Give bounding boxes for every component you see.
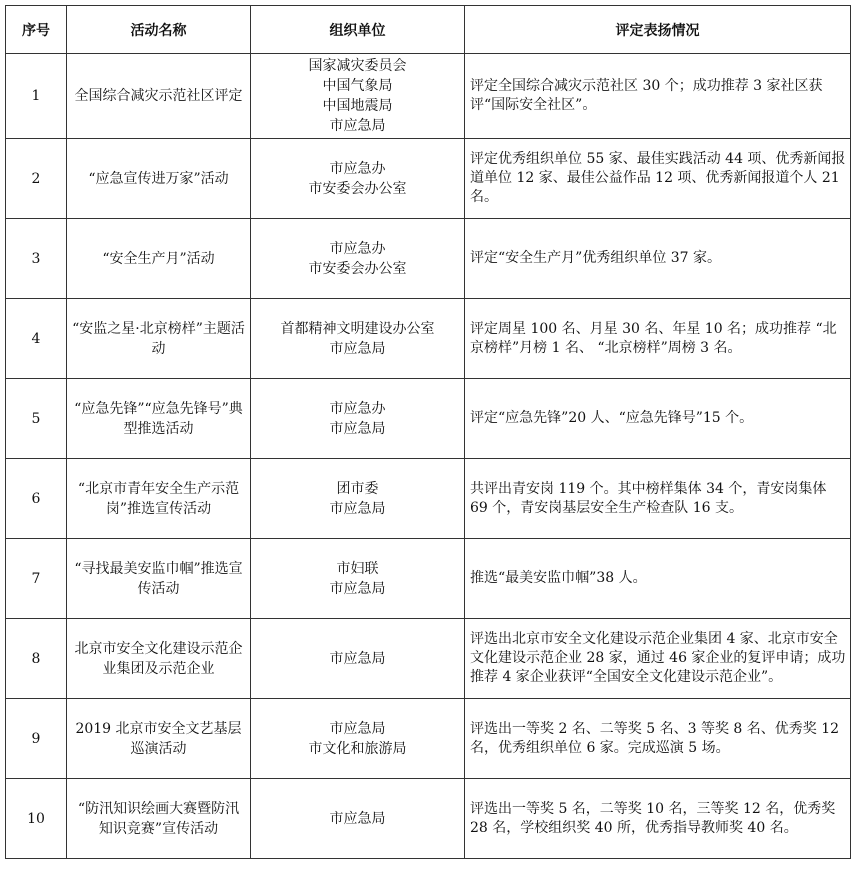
- header-index: 序号: [6, 6, 67, 54]
- activity-name: “寻找最美安监巾帼”推选宣传活动: [67, 539, 251, 619]
- organizer-cell: [251, 619, 465, 699]
- result-description: 评定“安全生产月”优秀组织单位 37 家。: [465, 219, 851, 299]
- awards-table: [5, 5, 851, 859]
- organizer-name: 市安委会办公室: [308, 260, 407, 277]
- result-description: 评定优秀组织单位 55 家、最佳实践活动 44 项、优秀新闻报道单位 12 家、最佳公益作品 12 项、优秀新闻报道个人 21 名。: [465, 139, 851, 219]
- organizer-name: 市应急局: [329, 500, 386, 517]
- table-row: [6, 379, 851, 459]
- organizer-name: 市安委会办公室: [308, 180, 407, 197]
- organizer-name: 市应急局: [329, 580, 386, 597]
- row-index: 8: [6, 619, 67, 699]
- row-index: 2: [6, 139, 67, 219]
- organizer-name: 中国气象局: [322, 78, 393, 94]
- organizer-cell: [251, 299, 465, 379]
- activity-name: “北京市青年安全生产示范岗”推选宣传活动: [67, 459, 251, 539]
- table-row: [6, 779, 851, 859]
- organizer-cell: [251, 699, 465, 779]
- organizer-cell: [251, 459, 465, 539]
- table-row: [6, 619, 851, 699]
- table-row: [6, 54, 851, 139]
- row-index: 5: [6, 379, 67, 459]
- row-index: 7: [6, 539, 67, 619]
- organizer-name: 中国地震局: [322, 98, 393, 114]
- organizer-name: 市应急局: [329, 340, 386, 357]
- organizer-cell: [251, 54, 465, 139]
- result-description: 评定全国综合减灾示范社区 30 个；成功推荐 3 家社区获评“国际安全社区”。: [465, 54, 851, 139]
- activity-name: 全国综合减灾示范社区评定: [67, 54, 251, 139]
- row-index: 9: [6, 699, 67, 779]
- result-description: 共评出青安岗 119 个。其中榜样集体 34 个，青安岗集体 69 个，青安岗基层安全生产检查队 16 支。: [465, 459, 851, 539]
- row-index: 6: [6, 459, 67, 539]
- organizer-name: 市应急局: [329, 650, 386, 667]
- activity-name: 2019 北京市安全文艺基层巡演活动: [67, 699, 251, 779]
- organizer-name: 市应急局: [329, 810, 386, 827]
- organizer-name: 市妇联: [336, 560, 379, 577]
- result-description: 评定周星 100 名、月星 30 名、年星 10 名；成功推荐 “北京榜样”月榜 1 名、 “北京榜样”周榜 3 名。: [465, 299, 851, 379]
- activity-name: “安监之星·北京榜样”主题活动: [67, 299, 251, 379]
- table-row: [6, 699, 851, 779]
- header-row: [6, 6, 851, 54]
- table-row: [6, 139, 851, 219]
- table-row: [6, 299, 851, 379]
- activity-name: 北京市安全文化建设示范企业集团及示范企业: [67, 619, 251, 699]
- organizer-name: 市应急局: [329, 420, 386, 437]
- header-organizer: 组织单位: [251, 6, 465, 54]
- result-description: 评选出一等奖 5 名，二等奖 10 名，三等奖 12 名，优秀奖 28 名，学校组织奖 40 所，优秀指导教师奖 40 名。: [465, 779, 851, 859]
- header-result: 评定表扬情况: [465, 6, 851, 54]
- organizer-name: 市应急办: [329, 160, 386, 177]
- organizer-cell: [251, 219, 465, 299]
- row-index: 3: [6, 219, 67, 299]
- activity-name: “应急先锋”“应急先锋号”典型推选活动: [67, 379, 251, 459]
- organizer-name: 市应急办: [329, 240, 386, 257]
- table-row: [6, 539, 851, 619]
- activity-name: “安全生产月”活动: [67, 219, 251, 299]
- organizer-name: 团市委: [336, 480, 379, 497]
- table-row: [6, 459, 851, 539]
- result-description: 推选“最美安监巾帼”38 人。: [465, 539, 851, 619]
- result-description: 评选出北京市安全文化建设示范企业集团 4 家、北京市安全文化建设示范企业 28 家，通过 46 家企业的复评申请；成功推荐 4 家企业获评“全国安全文化建设示范企业”。: [465, 619, 851, 699]
- organizer-name: 国家减灾委员会: [308, 58, 407, 74]
- organizer-name: 市应急局: [329, 118, 386, 134]
- organizer-name: 市文化和旅游局: [308, 740, 407, 757]
- organizer-name: 首都精神文明建设办公室: [280, 320, 435, 337]
- organizer-name: 市应急局: [329, 720, 386, 737]
- activity-name: “应急宣传进万家”活动: [67, 139, 251, 219]
- organizer-cell: [251, 379, 465, 459]
- organizer-cell: [251, 139, 465, 219]
- activity-name: “防汛知识绘画大赛暨防汛知识竞赛”宣传活动: [67, 779, 251, 859]
- organizer-cell: [251, 779, 465, 859]
- result-description: 评选出一等奖 2 名、二等奖 5 名、3 等奖 8 名、优秀奖 12 名，优秀组织单位 6 家。完成巡演 5 场。: [465, 699, 851, 779]
- row-index: 4: [6, 299, 67, 379]
- organizer-name: 市应急办: [329, 400, 386, 417]
- row-index: 1: [6, 54, 67, 139]
- table-row: [6, 219, 851, 299]
- result-description: 评定“应急先锋”20 人、“应急先锋号”15 个。: [465, 379, 851, 459]
- organizer-cell: [251, 539, 465, 619]
- header-activity: 活动名称: [67, 6, 251, 54]
- row-index: 10: [6, 779, 67, 859]
